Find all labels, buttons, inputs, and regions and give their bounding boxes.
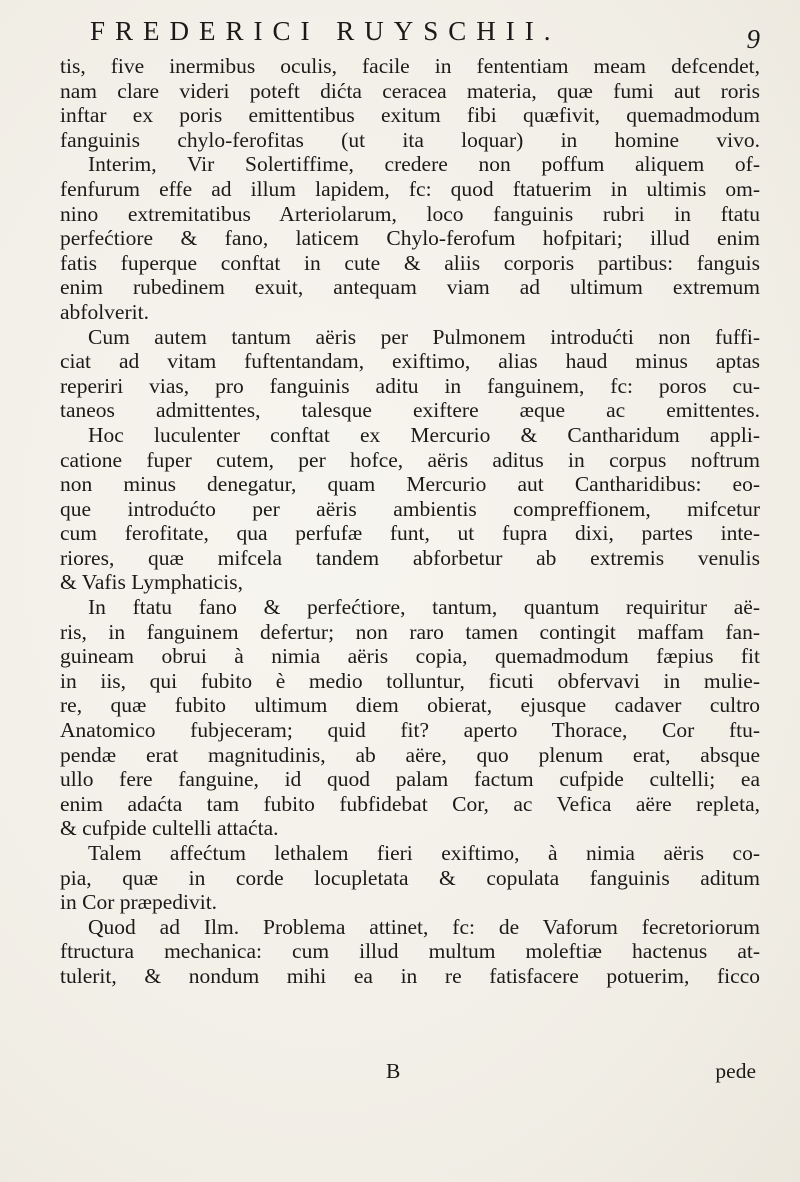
- text-line: inftar ex poris emittentibus exitum fibi quæfivit, quemadmodum: [60, 103, 760, 128]
- text-line: in iis, qui fubito è medio tolluntur, ficuti obfervavi in mulie-: [60, 668, 760, 693]
- text-line: fenfurum effe ad illum lapidem, fc: quod ftatuerim in ultimis om-: [60, 176, 760, 201]
- text-line: perfećtiore & fano, laticem Chylo-ferofum hofpitari; illud enim: [60, 226, 760, 251]
- text-line: Quod ad Ilm. Problema attinet, fc: de Vaforum fecretoriorum: [88, 914, 760, 939]
- text-line: ciat ad vitam fuftentandam, exiftimo, alias haud minus aptas: [60, 349, 760, 374]
- text-line: Hoc luculenter conftat ex Mercurio & Cantharidum appli-: [88, 422, 760, 447]
- page-number: 9: [746, 24, 760, 54]
- text-line: & Vafis Lymphaticis,: [60, 570, 243, 595]
- text-line: ris, in fanguinem defertur; non raro tamen contingit maffam fan-: [60, 619, 760, 644]
- text-line: Anatomico fubjeceram; quid fit? aperto Thorace, Cor ftu-: [60, 718, 760, 743]
- text-line: nino extremitatibus Arteriolarum, loco fanguinis rubri in ftatu: [60, 201, 760, 226]
- text-line: ftructura mechanica: cum illud multum moleftiæ hactenus at-: [60, 939, 760, 964]
- text-line: guineam obrui à nimia aëris copia, quemadmodum fæpius fit: [60, 644, 760, 669]
- signature-mark: B: [386, 1059, 401, 1083]
- text-line: in Cor præpedivit.: [60, 890, 218, 915]
- text-line: fatis fuperque conftat in cute & aliis corporis partibus: fanguis: [60, 250, 760, 275]
- text-line: pendæ erat magnitudinis, ab aëre, quo plenum erat, absque: [60, 742, 760, 767]
- text-line: Cum autem tantum aëris per Pulmonem introdućti non fuffi-: [88, 324, 760, 349]
- text-line: tis, five inermibus oculis, facile in fententiam meam defcendet,: [60, 54, 760, 78]
- text-line: In ftatu fano & perfećtiore, tantum, quantum requiritur aë-: [88, 595, 760, 620]
- text-line: abfolverit.: [60, 299, 149, 324]
- text-line: re, quæ fubito ultimum diem obierat, ejusque cadaver cultro: [60, 693, 760, 718]
- running-title: FREDERICI RUYSCHII.: [90, 16, 561, 46]
- text-line: nam clare videri poteft dićta ceracea materia, quæ fumi aut roris: [60, 78, 760, 103]
- page-footer: [60, 1059, 760, 1087]
- text-line: reperiri vias, pro fanguinis aditu in fanguinem, fc: poros cu-: [60, 373, 760, 398]
- text-line: & cufpide cultelli attaćta.: [60, 816, 279, 841]
- text-line: enim rubedinem exuit, antequam viam ad ultimum extremum: [60, 275, 760, 300]
- text-line: enim adaćta tam fubito fubfidebat Cor, ac Vefica aëre repleta,: [60, 791, 760, 816]
- text-line: catione fuper cutem, per hofce, aëris aditus in corpus noftrum: [60, 447, 760, 472]
- text-line: Interim, Vir Solertiffime, credere non poffum aliquem of-: [88, 152, 760, 177]
- body-text: [60, 54, 760, 989]
- text-line: tulerit, & nondum mihi ea in re fatisfacere potuerim, ficco: [60, 963, 760, 988]
- text-line: riores, quæ mifcela tandem abforbetur ab extremis venulis: [60, 545, 760, 570]
- text-line: fanguinis chylo-ferofitas (ut ita loquar) in homine vivo.: [60, 127, 760, 152]
- text-line: taneos admittentes, talesque exiftere æque ac emittentes.: [60, 398, 760, 423]
- text-line: Talem affećtum lethalem fieri exiftimo, à nimia aëris co-: [88, 841, 760, 865]
- text-line: cum ferofitate, qua perfufæ funt, ut fupra dixi, partes inte-: [60, 521, 760, 546]
- catchword: pede: [715, 1059, 756, 1083]
- text-line: pia, quæ in corde locupletata & copulata fanguinis aditum: [60, 865, 760, 890]
- text-line: ullo fere fanguine, id quod palam factum cufpide cultelli; ea: [60, 767, 760, 792]
- text-line: non minus denegatur, quam Mercurio aut Cantharidibus: eo-: [60, 472, 760, 497]
- text-line: que introdućto per aëris ambientis compreffionem, mifcetur: [60, 496, 760, 521]
